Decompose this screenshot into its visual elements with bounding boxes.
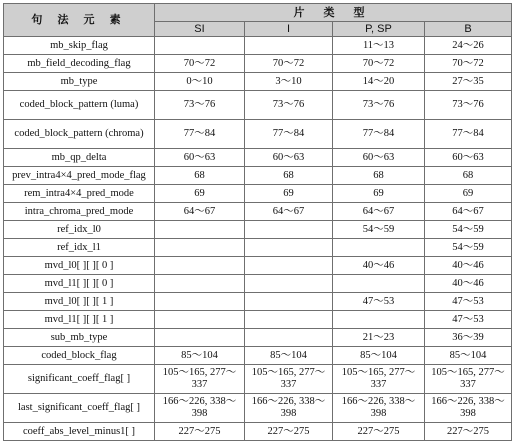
ctx-idx-cell-i [245, 311, 333, 329]
ctx-idx-cell-i [245, 329, 333, 347]
ctx-idx-cell-i: 70～72 [245, 55, 333, 73]
syntax-element-cell: mb_skip_flag [4, 37, 155, 55]
table-row [4, 365, 512, 394]
ctx-idx-cell-p-sp: 54～59 [333, 221, 425, 239]
syntax-element-cell: coded_block_flag [4, 347, 155, 365]
ctx-idx-cell-si: 77～84 [155, 120, 245, 149]
ctx-idx-cell-i: 77～84 [245, 120, 333, 149]
ctx-idx-cell-p-sp: 105～165, 277～337 [333, 365, 425, 394]
syntax-element-cell: mvd_l0[ ][ ][ 1 ] [4, 293, 155, 311]
ctx-idx-cell-i: 85～104 [245, 347, 333, 365]
ctx-idx-cell-si: 0～10 [155, 73, 245, 91]
table-row [4, 329, 512, 347]
ctx-idx-cell-b: 54～59 [425, 221, 512, 239]
ctx-idx-cell-b: 36～39 [425, 329, 512, 347]
table-row [4, 73, 512, 91]
ctx-idx-cell-p-sp: 73～76 [333, 91, 425, 120]
ctx-idx-cell-p-sp: 77～84 [333, 120, 425, 149]
ctx-idx-cell-b: 40～46 [425, 257, 512, 275]
ctx-idx-cell-si: 68 [155, 167, 245, 185]
ctx-idx-cell-i: 73～76 [245, 91, 333, 120]
ctx-idx-cell-p-sp: 47～53 [333, 293, 425, 311]
syntax-element-cell: ref_idx_l0 [4, 221, 155, 239]
ctx-idx-cell-b: 73～76 [425, 91, 512, 120]
ctx-idx-cell-si: 85～104 [155, 347, 245, 365]
ctx-idx-cell-i: 64～67 [245, 203, 333, 221]
syntax-element-cell: coded_block_pattern (luma) [4, 91, 155, 120]
ctx-idx-cell-si: 69 [155, 185, 245, 203]
ctx-idx-cell-si [155, 311, 245, 329]
ctx-idx-cell-b: 227～275 [425, 423, 512, 441]
ctx-idx-cell-i [245, 221, 333, 239]
syntax-element-header: 句 法 元 素 [4, 4, 155, 37]
slice-type-header: 片 类 型 [155, 4, 512, 22]
ctx-idx-cell-si [155, 239, 245, 257]
ctx-idx-cell-i [245, 239, 333, 257]
syntax-element-cell: mvd_l1[ ][ ][ 1 ] [4, 311, 155, 329]
table-row [4, 423, 512, 441]
ctx-idx-cell-si [155, 257, 245, 275]
table-row [4, 275, 512, 293]
table-row [4, 347, 512, 365]
ctx-idx-cell-i: 68 [245, 167, 333, 185]
ctx-idx-cell-b: 60～63 [425, 149, 512, 167]
table-row [4, 221, 512, 239]
ctx-idx-cell-si [155, 329, 245, 347]
ctx-idx-cell-i: 166～226, 338～398 [245, 394, 333, 423]
ctx-idx-cell-p-sp [333, 239, 425, 257]
syntax-element-cell: mb_qp_delta [4, 149, 155, 167]
table-row [4, 37, 512, 55]
table-row [4, 203, 512, 221]
ctx-idx-cell-b: 166～226, 338～398 [425, 394, 512, 423]
ctx-idx-cell-p-sp: 40～46 [333, 257, 425, 275]
table-body [4, 37, 512, 441]
ctx-idx-cell-p-sp: 70～72 [333, 55, 425, 73]
table-row [4, 185, 512, 203]
ctx-idx-cell-b: 77～84 [425, 120, 512, 149]
syntax-element-cell: mb_field_decoding_flag [4, 55, 155, 73]
ctx-idx-cell-i: 69 [245, 185, 333, 203]
syntax-element-cell: rem_intra4×4_pred_mode [4, 185, 155, 203]
ctx-idx-cell-p-sp: 166～226, 338～398 [333, 394, 425, 423]
column-header-p-sp: P, SP [333, 22, 425, 37]
ctx-idx-cell-b: 47～53 [425, 311, 512, 329]
syntax-element-cell: sub_mb_type [4, 329, 155, 347]
ctx-idx-cell-p-sp: 68 [333, 167, 425, 185]
column-header-i: I [245, 22, 333, 37]
ctx-idx-cell-si: 64～67 [155, 203, 245, 221]
table-row [4, 91, 512, 120]
syntax-element-cell: mvd_l0[ ][ ][ 0 ] [4, 257, 155, 275]
ctx-idx-cell-p-sp [333, 311, 425, 329]
syntax-element-cell: mvd_l1[ ][ ][ 0 ] [4, 275, 155, 293]
ctx-idx-cell-si: 227～275 [155, 423, 245, 441]
ctx-idx-cell-b: 85～104 [425, 347, 512, 365]
table-row [4, 394, 512, 423]
ctx-idx-cell-b: 105～165, 277～337 [425, 365, 512, 394]
ctx-idx-cell-si [155, 221, 245, 239]
syntax-element-cell: coded_block_pattern (chroma) [4, 120, 155, 149]
syntax-element-cell: intra_chroma_pred_mode [4, 203, 155, 221]
ctx-idx-cell-p-sp: 60～63 [333, 149, 425, 167]
syntax-element-cell: coeff_abs_level_minus1[ ] [4, 423, 155, 441]
table-row [4, 239, 512, 257]
ctx-idx-cell-b: 70～72 [425, 55, 512, 73]
ctx-idx-cell-i [245, 37, 333, 55]
ctx-idx-cell-i: 60～63 [245, 149, 333, 167]
table-row [4, 311, 512, 329]
ctx-idx-cell-si: 73～76 [155, 91, 245, 120]
ctx-idx-cell-b: 68 [425, 167, 512, 185]
ctx-idx-cell-p-sp: 64～67 [333, 203, 425, 221]
ctx-idx-cell-p-sp: 85～104 [333, 347, 425, 365]
ctx-idx-cell-p-sp [333, 275, 425, 293]
column-header-b: B [425, 22, 512, 37]
ctx-idx-cell-si: 166～226, 338～398 [155, 394, 245, 423]
syntax-element-cell: last_significant_coeff_flag[ ] [4, 394, 155, 423]
syntax-element-cell: significant_coeff_flag[ ] [4, 365, 155, 394]
table-row [4, 55, 512, 73]
ctx-idx-cell-si [155, 275, 245, 293]
ctx-idx-cell-b: 54～59 [425, 239, 512, 257]
ctx-idx-cell-i: 227～275 [245, 423, 333, 441]
ctx-idx-cell-i [245, 293, 333, 311]
ctx-idx-cell-b: 47～53 [425, 293, 512, 311]
ctx-idx-cell-b: 40～46 [425, 275, 512, 293]
ctx-idx-cell-i: 105～165, 277～337 [245, 365, 333, 394]
ctx-idx-cell-si: 60～63 [155, 149, 245, 167]
ctx-idx-cell-si [155, 293, 245, 311]
ctx-idx-cell-b: 69 [425, 185, 512, 203]
ctx-idx-cell-si: 70～72 [155, 55, 245, 73]
context-index-table [3, 3, 512, 441]
ctx-idx-cell-p-sp: 69 [333, 185, 425, 203]
table-row [4, 293, 512, 311]
table-row [4, 149, 512, 167]
ctx-idx-cell-b: 24～26 [425, 37, 512, 55]
ctx-idx-cell-i [245, 275, 333, 293]
column-header-si: SI [155, 22, 245, 37]
table-row [4, 167, 512, 185]
syntax-element-cell: ref_idx_l1 [4, 239, 155, 257]
ctx-idx-cell-p-sp: 227～275 [333, 423, 425, 441]
ctx-idx-cell-si [155, 37, 245, 55]
table-header [4, 4, 512, 37]
syntax-element-cell: mb_type [4, 73, 155, 91]
ctx-idx-cell-i [245, 257, 333, 275]
ctx-idx-cell-i: 3～10 [245, 73, 333, 91]
ctx-idx-cell-p-sp: 11～13 [333, 37, 425, 55]
ctx-idx-cell-b: 64～67 [425, 203, 512, 221]
ctx-idx-cell-p-sp: 14～20 [333, 73, 425, 91]
ctx-idx-cell-si: 105～165, 277～337 [155, 365, 245, 394]
syntax-element-cell: prev_intra4×4_pred_mode_flag [4, 167, 155, 185]
table-row [4, 257, 512, 275]
ctx-idx-cell-b: 27～35 [425, 73, 512, 91]
ctx-idx-cell-p-sp: 21～23 [333, 329, 425, 347]
header-row-1 [4, 4, 512, 22]
table-row [4, 120, 512, 149]
